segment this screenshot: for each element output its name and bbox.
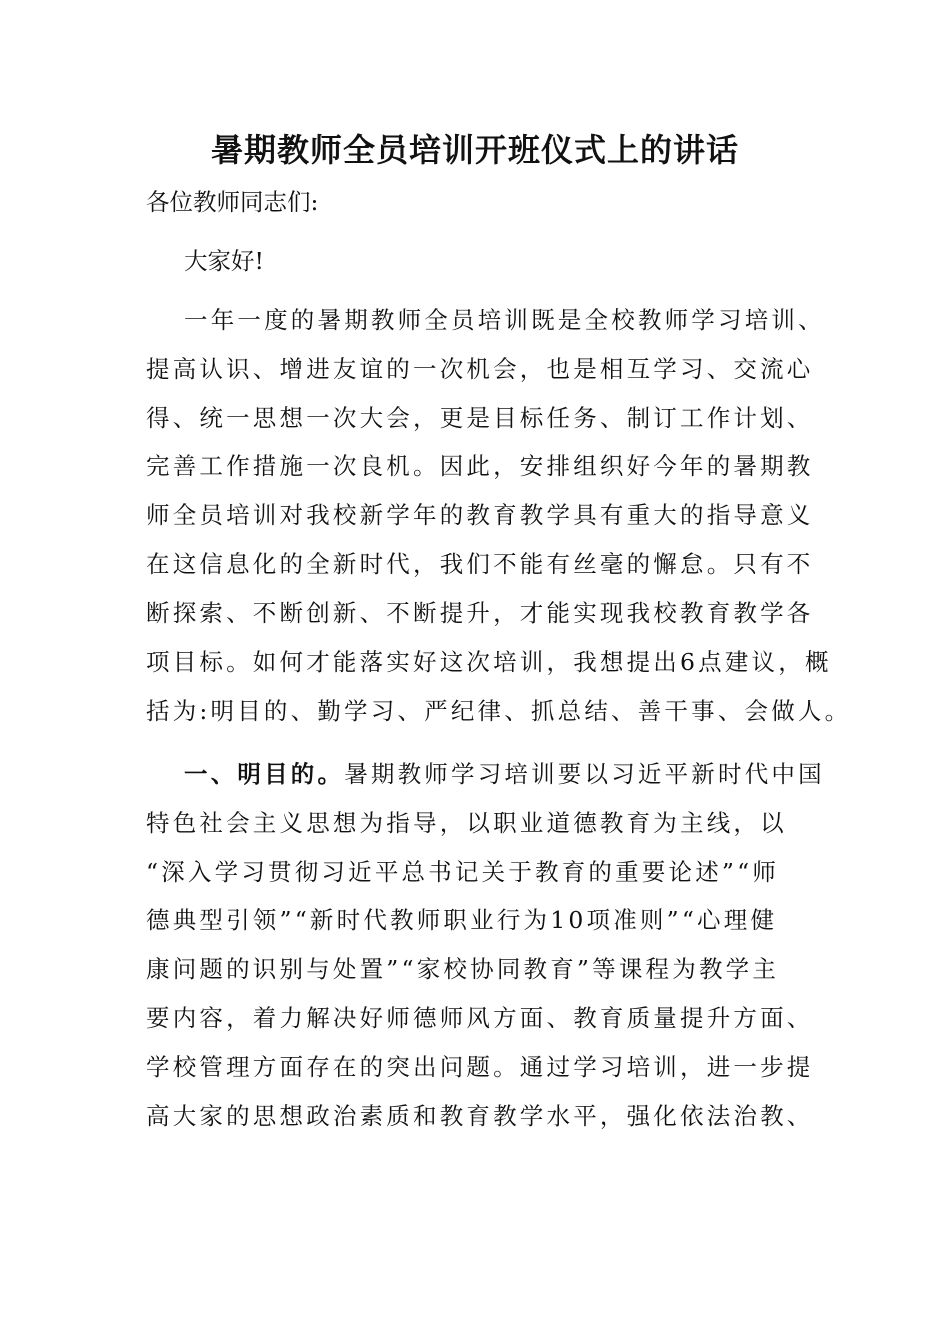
greeting: 大家好!	[184, 246, 264, 275]
paragraph-line: 提高认识、增进友谊的一次机会，也是相互学习、交流心	[146, 354, 814, 383]
section-first-line	[146, 750, 825, 799]
section-first-line-text: 暑期教师学习培训要以习近平新时代中国	[344, 759, 825, 788]
paragraph-line: 高大家的思想政治素质和教育教学水平，强化依法治教、	[146, 1102, 814, 1131]
paragraph-line: 康问题的识别与处置”“家校协同教育”等课程为教学主	[146, 955, 780, 984]
document-body	[146, 178, 852, 1141]
paragraph-line: 项目标。如何才能落实好这次培训，我想提出6点建议，概	[146, 648, 832, 677]
paragraph-line: 特色社会主义思想为指导，以职业道德教育为主线，以	[146, 808, 787, 837]
paragraph-line: 括为:明目的、勤学习、严纪律、抓总结、善干事、会做人。	[146, 696, 852, 725]
paragraph-line: 得、统一思想一次大会，更是目标任务、制订工作计划、	[146, 403, 814, 432]
paragraph-line: 师全员培训对我校新学年的教育教学具有重大的指导意义	[146, 501, 814, 530]
document-title: 暑期教师全员培训开班仪式上的讲话	[210, 131, 739, 169]
paragraph-line: 一年一度的暑期教师全员培训既是全校教师学习培训、	[184, 305, 825, 334]
paragraph-line: 断探索、不断创新、不断提升，才能实现我校教育教学各	[146, 599, 814, 628]
paragraph-line: 学校管理方面存在的突出问题。通过学习培训，进一步提	[146, 1053, 814, 1082]
paragraph-line: 要内容，着力解决好师德师风方面、教育质量提升方面、	[146, 1004, 814, 1033]
paragraph-line: 在这信息化的全新时代，我们不能有丝毫的懈怠。只有不	[146, 550, 814, 579]
salutation: 各位教师同志们:	[146, 188, 319, 216]
section-1	[146, 750, 825, 1141]
paragraph-line: 完善工作措施一次良机。因此，安排组织好今年的暑期教	[146, 452, 814, 481]
paragraph-line: 德典型引领”“新时代教师职业行为10项准则”“心理健	[146, 906, 778, 935]
paragraph-1	[146, 296, 852, 736]
section-heading: 一、明目的。	[184, 759, 345, 788]
paragraph-line: “深入学习贯彻习近平总书记关于教育的重要论述”“师	[146, 857, 780, 886]
